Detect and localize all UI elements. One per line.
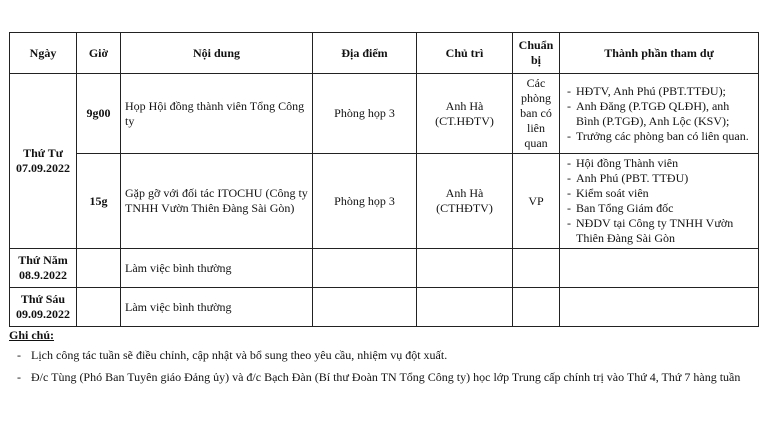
table-row — [10, 288, 759, 327]
location-cell — [313, 288, 417, 327]
list-item: - Trưởng các phòng ban có liên quan. — [576, 129, 754, 144]
attendees-cell — [560, 249, 759, 288]
list-item: - Hội đồng Thành viên — [576, 156, 754, 171]
header-ngay: Ngày — [10, 33, 77, 74]
prep-cell — [513, 288, 560, 327]
table-row — [10, 74, 759, 154]
list-item: - Kiểm soát viên — [576, 186, 754, 201]
header-gio: Giờ — [77, 33, 121, 74]
attendees-cell — [560, 288, 759, 327]
day-label: Thứ Sáu — [20, 292, 66, 306]
day-date: 09.09.2022 — [16, 307, 70, 321]
list-item: - Anh Phú (PBT. TTĐU) — [576, 171, 754, 186]
day-cell — [10, 249, 77, 288]
notes-title: Ghi chú: — [9, 328, 55, 342]
time-cell: 9g00 — [77, 74, 121, 154]
day-label: Thứ Tư — [23, 146, 63, 160]
day-date: 08.9.2022 — [19, 268, 67, 282]
chair-cell: Anh Hà (CT.HĐTV) — [417, 74, 513, 154]
time-cell: 15g — [77, 154, 121, 249]
chair-cell — [417, 249, 513, 288]
note-item: - Lịch công tác tuần sẽ điều chỉnh, cập nhật và bổ sung theo yêu cầu, nhiệm vụ đột xuất. — [9, 348, 758, 363]
attendees-cell — [560, 154, 759, 249]
list-item: - NĐDV tại Công ty TNHH Vườn Thiên Đàng Sài Gòn — [576, 216, 754, 246]
prep-cell — [513, 249, 560, 288]
location-cell — [313, 249, 417, 288]
prep-cell: Các phòng ban có liên quan — [513, 74, 560, 154]
time-cell — [77, 288, 121, 327]
prep-cell: VP — [513, 154, 560, 249]
attendees-list — [564, 84, 754, 144]
notes-section — [9, 328, 758, 392]
chair-cell: Anh Hà (CTHĐTV) — [417, 154, 513, 249]
day-cell — [10, 74, 77, 249]
day-date: 07.09.2022 — [16, 161, 70, 175]
content-cell: Làm việc bình thường — [121, 288, 313, 327]
list-item: - HĐTV, Anh Phú (PBT.TTĐU); — [576, 84, 754, 99]
list-item: - Ban Tổng Giám đốc — [576, 201, 754, 216]
header-chu-tri: Chủ trì — [417, 33, 513, 74]
table-row — [10, 249, 759, 288]
day-label: Thứ Năm — [18, 253, 68, 267]
location-cell: Phòng họp 3 — [313, 154, 417, 249]
note-item: - Đ/c Tùng (Phó Ban Tuyên giáo Đảng ủy) và đ/c Bạch Đàn (Bí thư Đoàn TN Tổng Công ty) học lớp Trung cấp chính trị vào Thứ 4, Thứ 7 hàng tuần — [9, 370, 758, 385]
header-row — [10, 33, 759, 74]
header-noi-dung: Nội dung — [121, 33, 313, 74]
attendees-list — [564, 156, 754, 246]
time-cell — [77, 249, 121, 288]
content-cell: Gặp gỡ với đối tác ITOCHU (Công ty TNHH Vườn Thiên Đàng Sài Gòn) — [121, 154, 313, 249]
content-cell: Họp Hội đồng thành viên Tổng Công ty — [121, 74, 313, 154]
header-chuan-bi: Chuẩn bị — [513, 33, 560, 74]
content-cell: Làm việc bình thường — [121, 249, 313, 288]
attendees-cell — [560, 74, 759, 154]
list-item: - Anh Đăng (P.TGĐ QLĐH), anh Bình (P.TGĐ), Anh Lộc (KSV); — [576, 99, 754, 129]
schedule-table — [9, 32, 759, 327]
header-dia-diem: Địa điểm — [313, 33, 417, 74]
location-cell: Phòng họp 3 — [313, 74, 417, 154]
header-thanh-phan: Thành phần tham dự — [560, 33, 759, 74]
day-cell — [10, 288, 77, 327]
table-row — [10, 154, 759, 249]
chair-cell — [417, 288, 513, 327]
